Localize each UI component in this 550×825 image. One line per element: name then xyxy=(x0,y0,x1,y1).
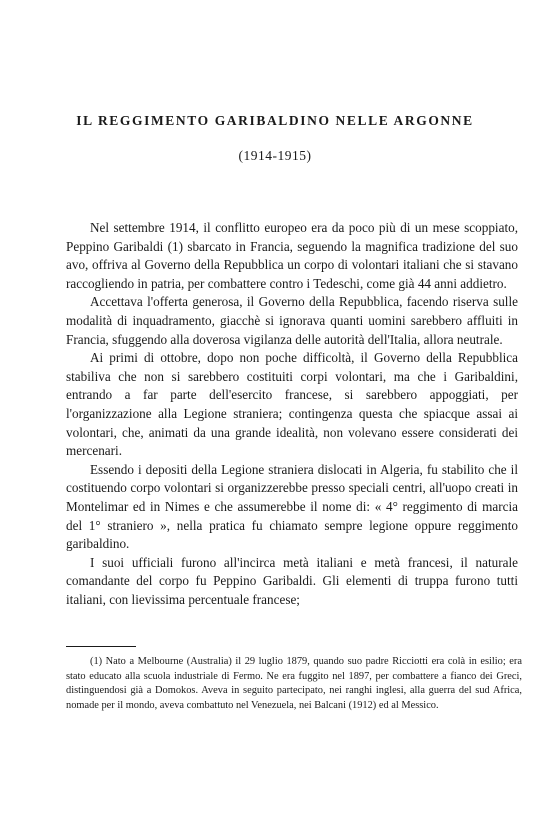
paragraph: Accettava l'offerta generosa, il Governo della Repubblica, facendo riserva sulle modalità di inquadramento, giacchè si ignorava quanti uomini sarebbero affluiti in Francia, sfuggendo alla doverosa vigilanza delle autorità dell'Italia, allora neutrale. xyxy=(66,294,518,347)
footnote xyxy=(66,655,522,713)
paragraph: Essendo i depositi della Legione straniera dislocati in Algeria, fu stabilito che il costituendo corpo volontari si organizzerebbe presso speciali centri, all'uopo creati in Montelimar ed in Nimes e che assumerebbe il nome di: « 4° reggimento di marcia del 1° straniero », nella pratica fu chiamato sempre legione oppure reggimento garibaldino. xyxy=(66,461,518,552)
footnote-divider xyxy=(66,646,136,647)
paragraph: Ai primi di ottobre, dopo non poche difficoltà, il Governo della Repubblica stabiliva che non si sarebbero costituiti corpi volontari, ma che i Garibaldini, entrando a far parte dell'esercito francese, si sarebbero appoggiati, per l'organizzazione alla Legione straniera; contingenza questa che spiacque assai ai volontari, che, animati da una grande idealità, non volevano essere considerati dei mercenari. xyxy=(66,350,518,459)
paragraph: Nel settembre 1914, il conflitto europeo era da poco più di un mese scoppiato, Peppino Garibaldi (1) sbarcato in Francia, seguendo la magnifica tradizione del suo avo, offriva al Governo della Repubblica un corpo di volontari italiani che si stavano raccogliendo in patria, per combattere contro i Tedeschi, come già 44 anni addietro. xyxy=(66,220,518,291)
page-title: IL REGGIMENTO GARIBALDINO NELLE ARGONNE xyxy=(76,113,474,128)
page-subtitle: (1914-1915) xyxy=(238,148,312,163)
body-text xyxy=(66,219,518,609)
footnote-text: (1) Nato a Melbourne (Australia) il 29 luglio 1879, quando suo padre Ricciotti era colà in esilio; era stato educato alla scuola industriale di Fermo. Ne era fuggito nel 1897, per combattere a fianco dei Greci, distinguendosi già a Domokos. Aveva in seguito partecipato, nei ranghi inglesi, alla guerra del sud Africa, nomade per il mondo, aveva combattuto nel Venezuela, nei Balcani (1912) ed al Messico. xyxy=(66,656,522,711)
paragraph: I suoi ufficiali furono all'incirca metà italiani e metà francesi, il naturale comandante del corpo fu Peppino Garibaldi. Gli elementi di truppa furono tutti italiani, con lievissima percentuale francese; xyxy=(66,554,518,607)
